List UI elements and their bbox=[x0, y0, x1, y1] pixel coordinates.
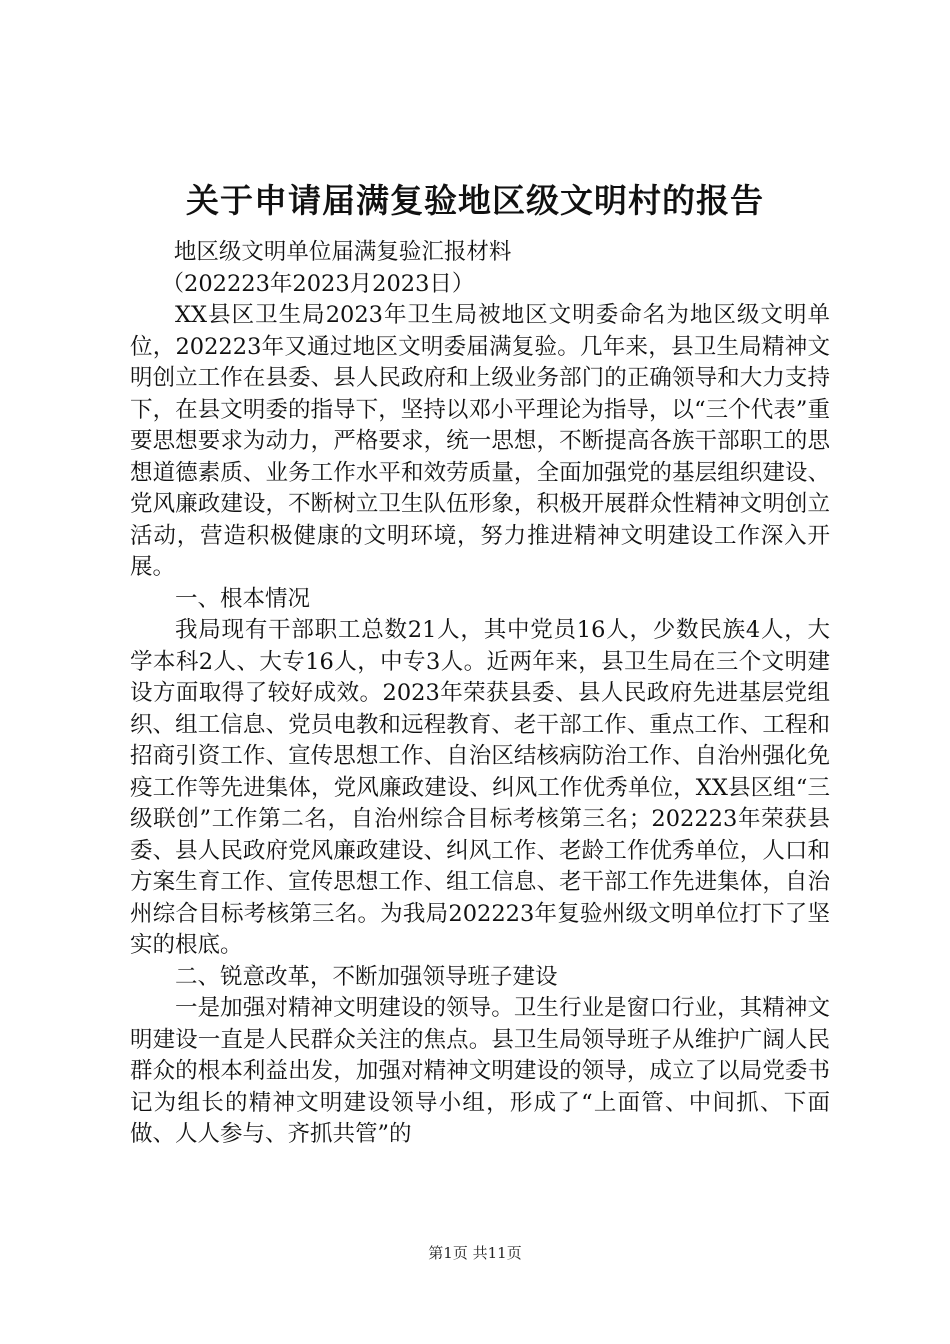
section-heading-leadership: 二、锐意改革，不断加强领导班子建设 bbox=[175, 963, 558, 990]
section-heading-basic-situation: 一、根本情况 bbox=[175, 585, 311, 612]
page-number-footer: 第1页 共11页 bbox=[428, 1244, 522, 1262]
document-subtitle: 地区级文明单位届满复验汇报材料 bbox=[173, 239, 512, 265]
paragraph-basic-situation: 我局现有干部职工总数21人，其中党员16人，少数民族4人，大学本科2人、大专16人，中专3人。近两年来，县卫生局在三个文明建设方面取得了较好成效。2023年荣获县委、县人民政府先进基层党组织、组工信息、党员电教和远程教育、老干部工作、重点工作、工程和招商引资工作、宣传思想工作、自治区结核病防治工作、自治州强化免疫工作等先进集体，党风廉政建设、纠风工作优秀单位，XX县区组“三级联创”工作第二名，自治州综合目标考核第三名；202223年荣获县委、县人民政府党风廉政建设、纠风工作、老龄工作优秀单位，人口和方案生育工作、宣传思想工作、组工信息、老干部工作先进集体，自治州综合目标考核第三名。为我局202223年复验州级文明单位打下了坚实的根底。 bbox=[130, 617, 830, 958]
paragraph-leadership: 一是加强对精神文明建设的领导。卫生行业是窗口行业，其精神文明建设一直是人民群众关注的焦点。县卫生局领导班子从维护广阔人民群众的根本利益出发，加强对精神文明建设的领导，成立了以局党委书记为组长的精神文明建设领导小组，形成了“上面管、中间抓、下面做、人人参与、齐抓共管”的 bbox=[130, 995, 830, 1147]
document-title: 关于申请届满复验地区级文明村的报告 bbox=[186, 181, 764, 220]
document-date-line: （202223年2023月2023日） bbox=[161, 270, 475, 297]
paragraph-intro: XX县区卫生局2023年卫生局被地区文明委命名为地区级文明单位，202223年又通过地区文明委届满复验。几年来，县卫生局精神文明创立工作在县委、县人民政府和上级业务部门的正确领导和大力支持下，在县文明委的指导下，坚持以邓小平理论为指导，以“三个代表”重要思想要求为动力，严格要求，统一思想，不断提高各族干部职工的思想道德素质、业务工作水平和效劳质量，全面加强党的基层组织建设、党风廉政建设，不断树立卫生队伍形象，积极开展群众性精神文明创立活动，营造积极健康的文明环境，努力推进精神文明建设工作深入开展。 bbox=[130, 302, 830, 580]
document-body bbox=[130, 237, 830, 1151]
